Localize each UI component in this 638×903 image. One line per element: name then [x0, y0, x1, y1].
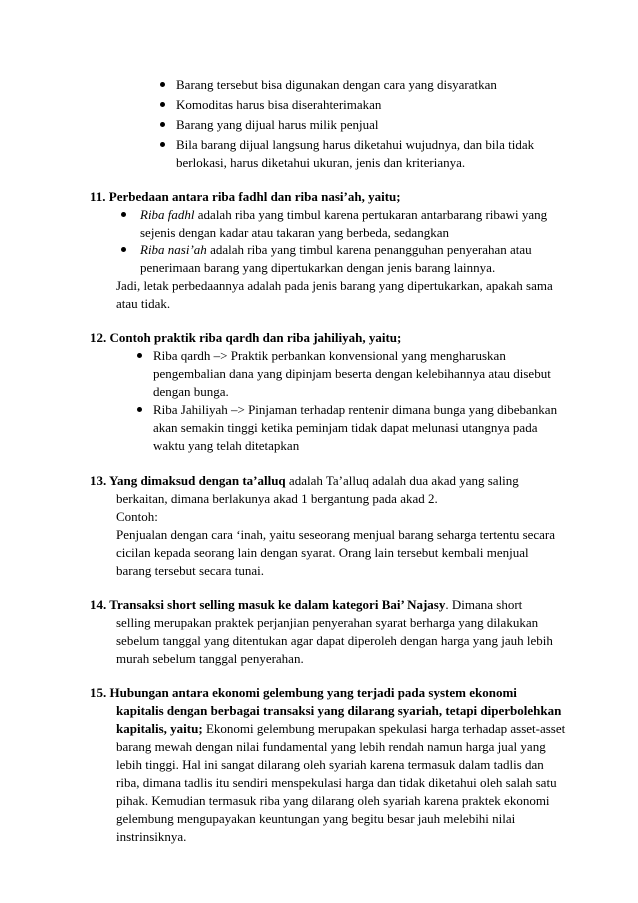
section-12-bullet-2: Riba Jahiliyah –> Pinjaman terhadap rentenir dimana bunga yang dibebankan	[153, 402, 558, 417]
list-item-continuation: berlokasi, harus diketahui ukuran, jenis dan kriterianya.	[176, 155, 466, 170]
section-12-bullet-1: Riba qardh –> Praktik perbankan konvensional yang mengharuskan	[153, 348, 506, 363]
section-12-bullet-2-cont: akan semakin tinggi ketika peminjam tidak dapat melunasi utangnya pada	[153, 420, 538, 435]
list-item: Barang tersebut bisa digunakan dengan cara yang disyaratkan	[176, 77, 497, 92]
section-14-heading-text: . Dimana short	[445, 597, 523, 612]
bullet-marker	[160, 142, 165, 147]
section-11-bullet-1	[140, 205, 547, 224]
section-13-heading-bold: 13. Yang dimaksud dengan ta’alluq	[90, 473, 286, 488]
section-13-line: berkaitan, dimana berlakunya akad 1 bergantung pada akad 2.	[116, 491, 438, 506]
section-13-line: Penjualan dengan cara ‘inah, yaitu seseorang menjual barang seharga tertentu secara	[116, 527, 556, 542]
bullet-marker	[121, 247, 126, 252]
section-12-bullet-2-cont: waktu yang telah ditetapkan	[153, 438, 300, 453]
bullet-marker	[121, 212, 126, 217]
section-15-heading-bold: kapitalis, yaitu;	[116, 721, 203, 736]
term-riba-nasiah: Riba nasi’ah	[140, 242, 207, 257]
section-15-line: pihak. Kemudian termasuk riba yang dilarang oleh syariah karena praktek ekonomi	[116, 793, 550, 808]
section-15-line: lebih tinggi. Hal ini sangat dilarang oleh syariah karena termasuk dalam tadlis dan	[116, 757, 544, 772]
section-15-line: riba, dimana tadlis itu sendiri menspekulasi harga dan tidak diketahui oleh salah satu	[116, 775, 557, 790]
list-item: Komoditas harus bisa diserahterimakan	[176, 97, 382, 112]
bullet-marker	[160, 122, 165, 127]
section-14-heading	[90, 595, 522, 614]
section-15-heading-cont	[116, 719, 565, 738]
section-12-heading: 12. Contoh praktik riba qardh dan riba jahiliyah, yaitu;	[90, 330, 402, 345]
section-12-bullet-1-cont: dengan bunga.	[153, 384, 229, 399]
section-15-line: barang mewah dengan nilai fundamental yang lebih rendah namun harga jual yang	[116, 739, 546, 754]
list-item: Barang yang dijual harus milik penjual	[176, 117, 379, 132]
section-13-heading-text: adalah Ta’alluq adalah dua akad yang saling	[285, 473, 519, 488]
section-15-heading-text: Ekonomi gelembung merupakan spekulasi harga terhadap asset-asset	[202, 721, 566, 736]
list-item: Bila barang dijual langsung harus diketahui wujudnya, dan bila tidak	[176, 137, 535, 152]
section-11-bullet-1-cont: sejenis dengan kadar atau takaran yang berbeda, sedangkan	[140, 225, 449, 240]
term-riba-fadhl: Riba fadhl	[140, 207, 195, 222]
definition-text: adalah riba yang timbul karena penangguhan penyerahan atau	[206, 242, 532, 257]
bullet-marker	[160, 102, 165, 107]
section-11-bullet-2-cont: penerimaan barang yang dipertukarkan dengan jenis barang lainnya.	[140, 260, 496, 275]
section-11-paragraph: Jadi, letak perbedaannya adalah pada jenis barang yang dipertukarkan, apakah sama	[116, 278, 553, 293]
section-14-line: murah sebelum tanggal penyerahan.	[116, 651, 304, 666]
section-14-heading-bold: 14. Transaksi short selling masuk ke dalam kategori Bai’ Najasy	[90, 597, 446, 612]
definition-text: adalah riba yang timbul karena pertukaran antarbarang ribawi yang	[194, 207, 548, 222]
section-13-line: Contoh:	[116, 509, 158, 524]
section-15-line: instrinsiknya.	[116, 829, 187, 844]
section-15-line: gelembung mengupayakan keuntungan yang begitu besar jauh melebihi nilai	[116, 811, 516, 826]
section-15-heading: 15. Hubungan antara ekonomi gelembung yang terjadi pada system ekonomi	[90, 685, 517, 700]
bullet-marker	[137, 407, 142, 412]
section-11-paragraph-cont: atau tidak.	[116, 296, 171, 311]
section-12-bullet-1-cont: pengembalian dana yang dipinjam beserta dengan kelebihannya atau disebut	[153, 366, 551, 381]
section-14-line: sebelum tanggal yang ditentukan agar dapat diperoleh dengan harga yang jauh lebih	[116, 633, 553, 648]
section-11-bullet-2	[140, 240, 532, 259]
bullet-marker	[137, 353, 142, 358]
section-13-line: barang tersebut secara tunai.	[116, 563, 264, 578]
section-15-heading-cont: kapitalis dengan berbagai transaksi yang dilarang syariah, tetapi diperbolehkan	[116, 703, 562, 718]
section-13-heading	[90, 471, 519, 490]
section-14-line: selling merupakan praktek perjanjian penyerahan syarat berharga yang dilakukan	[116, 615, 539, 630]
bullet-marker	[160, 82, 165, 87]
section-11-heading: 11. Perbedaan antara riba fadhl dan riba nasi’ah, yaitu;	[90, 189, 401, 204]
section-13-line: cicilan kepada seorang lain dengan syarat. Orang lain tersebut kembali menjual	[116, 545, 529, 560]
